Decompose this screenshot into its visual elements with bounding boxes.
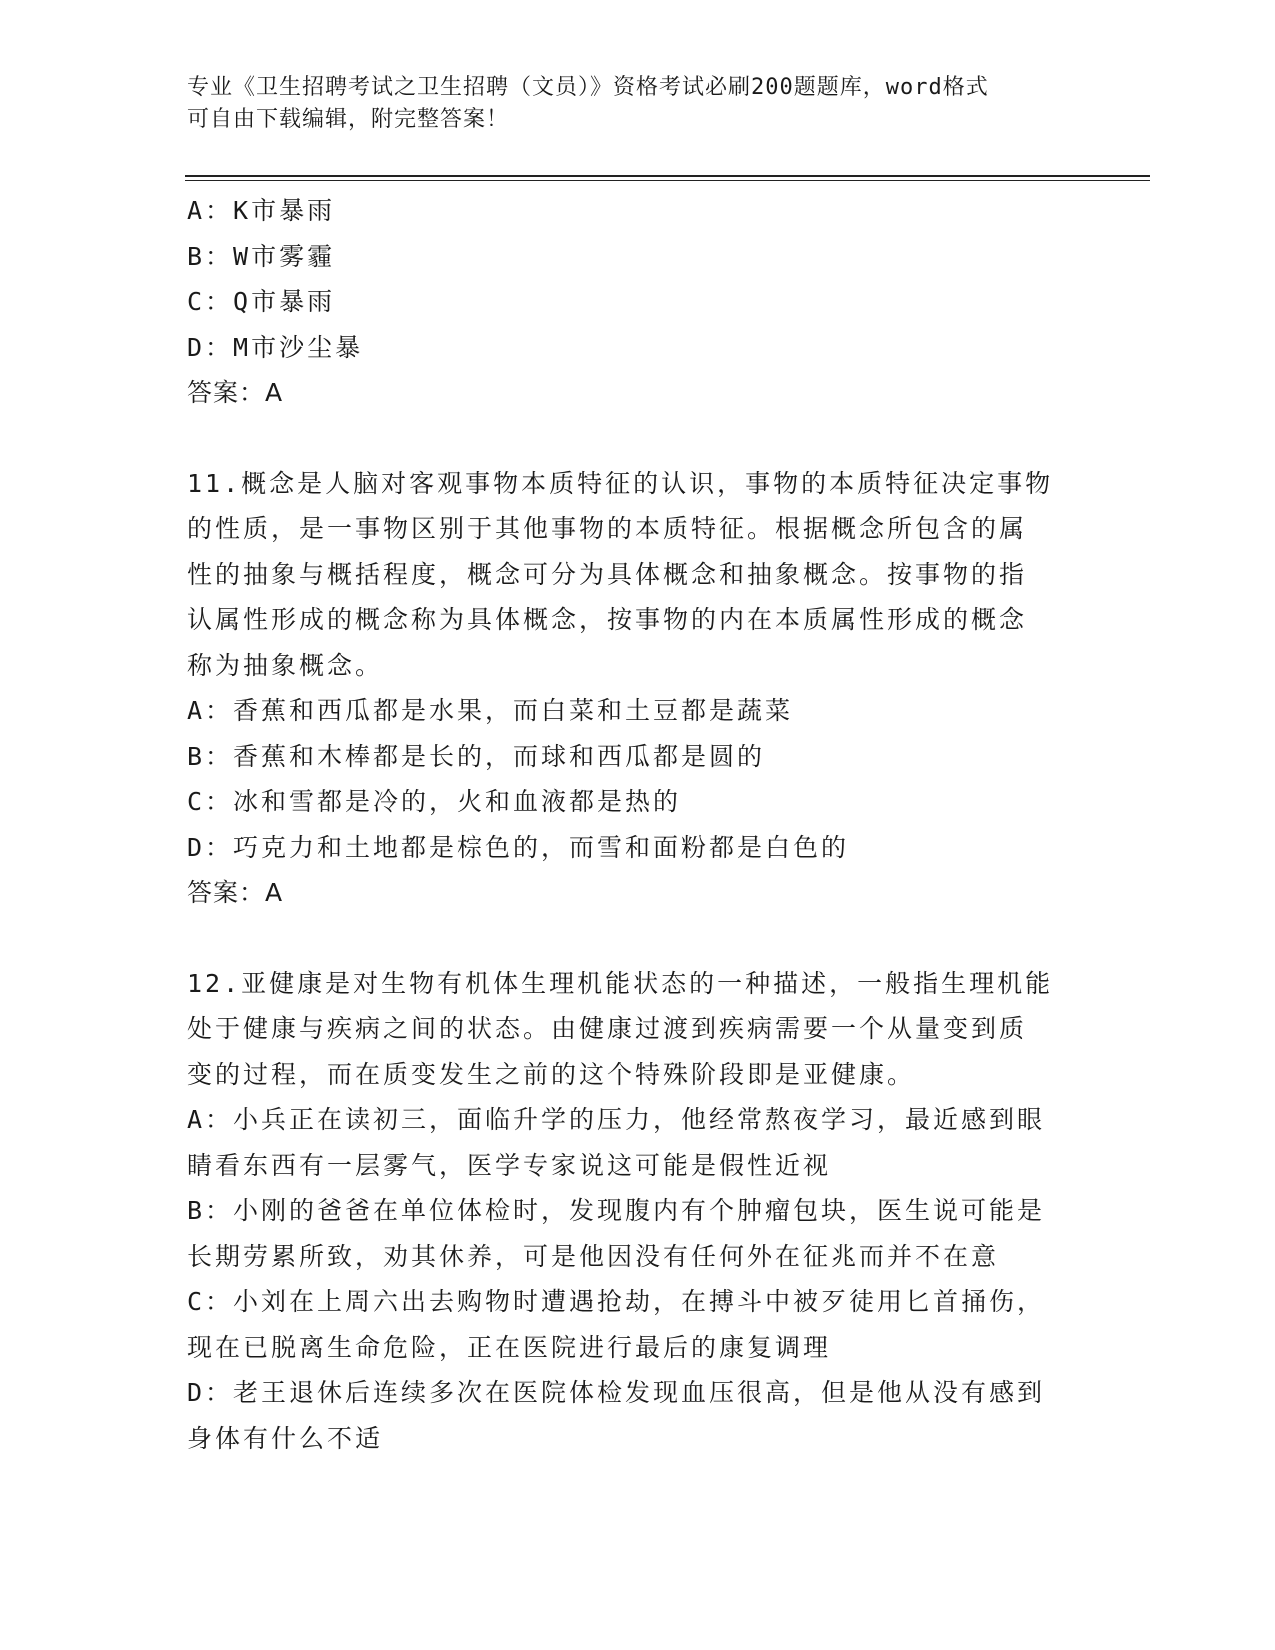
option-b: B：W市雾霾: [187, 241, 336, 271]
option-a: A：香蕉和西瓜都是水果，而白菜和土豆都是蔬菜: [187, 696, 794, 725]
option-c: C：冰和雪都是冷的，火和血液都是热的: [187, 787, 682, 816]
document-header: [187, 72, 1067, 136]
answer-line: 答案：A: [187, 878, 284, 907]
question-stem-line: 处于健康与疾病之间的状态。由健康过渡到疾病需要一个从量变到质: [187, 1014, 1028, 1043]
question-12: [187, 961, 1087, 1462]
option-d: D：M市沙尘暴: [187, 332, 364, 362]
option-a-line-1: A：小兵正在读初三，面临升学的压力，他经常熬夜学习，最近感到眼: [187, 1105, 1046, 1134]
option-d: D：巧克力和土地都是棕色的，而雪和面粉都是白色的: [187, 832, 850, 862]
option-d-line-1: D：老王退休后连续多次在医院体检发现血压很高，但是他从没有感到: [187, 1378, 1046, 1407]
question-stem-line: 变的过程，而在质变发生之前的这个特殊阶段即是亚健康。: [187, 1059, 916, 1089]
question-stem-line: 称为抽象概念。: [187, 650, 384, 680]
option-b: B：香蕉和木棒都是长的，而球和西瓜都是圆的: [187, 741, 766, 771]
option-c-line-1: C：小刘在上周六出去购物时遭遇抢劫，在搏斗中被歹徒用匕首捅伤，: [187, 1287, 1046, 1316]
spacer: [187, 916, 1087, 961]
question-stem-line: 12.亚健康是对生物有机体生理机能状态的一种描述，一般指生理机能: [187, 968, 1054, 998]
option-c-line-2: 现在已脱离生命危险，正在医院进行最后的康复调理: [187, 1332, 832, 1362]
question-stem-line: 性的抽象与概括程度，概念可分为具体概念和抽象概念。按事物的指: [187, 559, 1028, 589]
option-c: C：Q市暴雨: [187, 287, 336, 316]
header-rule-thick: [185, 175, 1150, 177]
option-a: A：K市暴雨: [187, 196, 336, 225]
header-line-2: 可自由下载编辑，附完整答案！: [187, 107, 510, 132]
header-line-1: 专业《卫生招聘考试之卫生招聘（文员）》资格考试必刷200题题库，word格式: [187, 75, 989, 100]
option-b-line-1: B：小刚的爸爸在单位体检时，发现腹内有个肿瘤包块，医生说可能是: [187, 1196, 1046, 1225]
spacer: [187, 416, 1087, 461]
question-11: [187, 461, 1087, 916]
header-rule-thin: [185, 180, 1150, 181]
option-a-line-2: 睛看东西有一层雾气，医学专家说这可能是假性近视: [187, 1150, 832, 1180]
question-stem-line: 的性质，是一事物区别于其他事物的本质特征。根据概念所包含的属: [187, 514, 1028, 543]
question-stem-line: 11.概念是人脑对客观事物本质特征的认识，事物的本质特征决定事物: [187, 468, 1054, 498]
question-stem-line: 认属性形成的概念称为具体概念，按事物的内在本质属性形成的概念: [187, 605, 1028, 634]
document-body: [187, 188, 1087, 1461]
question-10: [187, 188, 1087, 416]
option-b-line-2: 长期劳累所致，劝其休养，可是他因没有任何外在征兆而并不在意: [187, 1241, 1000, 1271]
answer-line: 答案：A: [187, 378, 284, 407]
option-d-line-2: 身体有什么不适: [187, 1423, 384, 1453]
